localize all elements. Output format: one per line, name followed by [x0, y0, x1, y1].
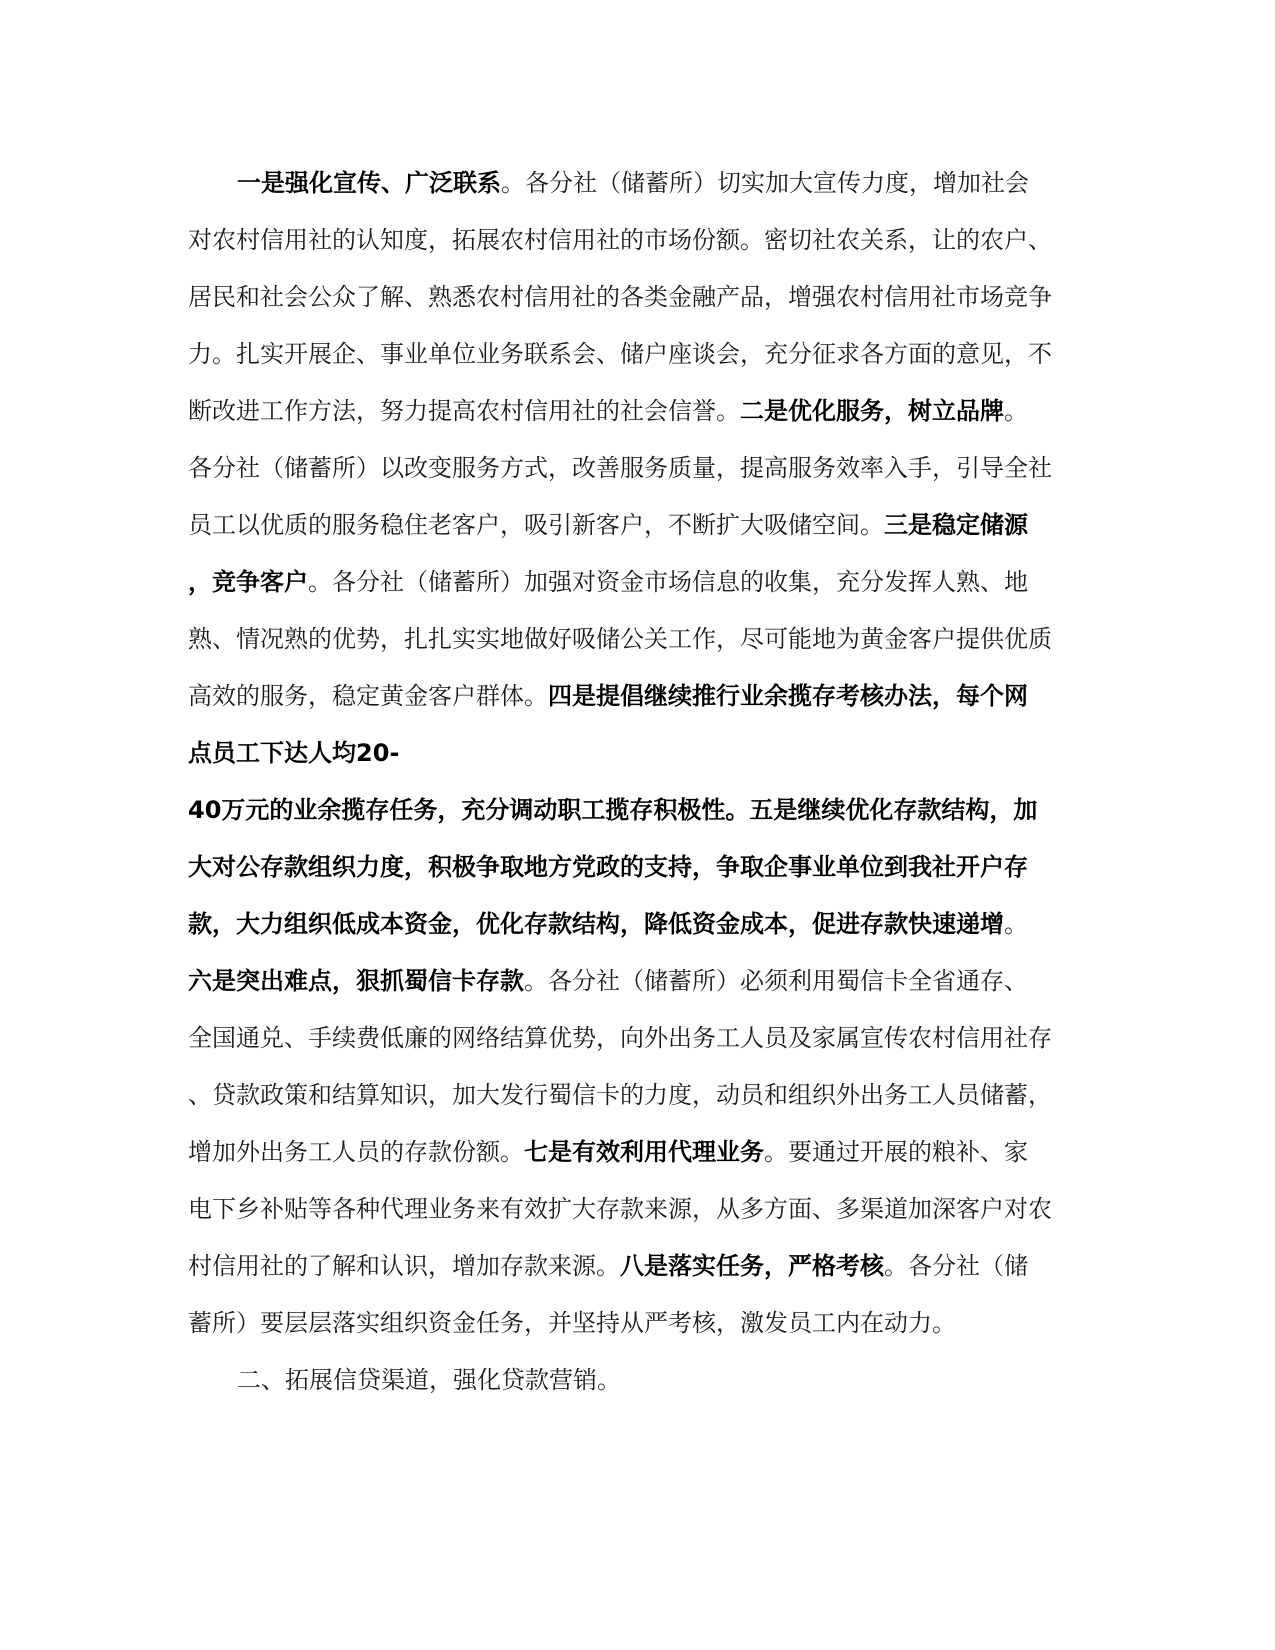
text-run: 蓄所）要层层落实组织资金任务，并坚持从严考核，激发员工内在动力。: [188, 1309, 956, 1337]
text-run: 电下乡补贴等各种代理业务来有效扩大存款来源，从多方面、多渠道加深客户对农: [188, 1195, 1052, 1223]
text-line: [188, 280, 1052, 314]
section-heading: [237, 1363, 621, 1397]
text-run: 。: [1004, 397, 1028, 425]
bold-heading: ，竞争客户: [188, 568, 308, 596]
text-line: [188, 1078, 1052, 1112]
bold-heading: 八是落实任务，严格考核: [620, 1252, 884, 1280]
text-line: [188, 451, 1052, 485]
text-line: [188, 1021, 1052, 1055]
bold-heading: 六是突出难点，狠抓蜀信卡存款: [188, 967, 524, 995]
text-line: [188, 679, 1028, 713]
text-line: [188, 1249, 1028, 1283]
text-line: [188, 1192, 1052, 1226]
bold-heading: 一是强化宣传、广泛联系: [237, 169, 501, 197]
bold-text: 款，大力组织低成本资金，优化存款结构，降低资金成本，促进存款快速递增: [188, 910, 1004, 938]
text-line: [188, 1135, 1028, 1169]
bold-text: 点员工下达人均20-: [188, 739, 400, 767]
text-run: 员工以优质的服务稳住老客户，吸引新客户，不断扩大吸储空间。: [188, 511, 884, 539]
text-line: [188, 793, 1037, 827]
text-line: [188, 964, 1028, 998]
text-run: 熟、情况熟的优势，扎扎实实地做好吸储公关工作，尽可能地为黄金客户提供优质: [188, 625, 1052, 653]
text-run: 各分社（储蓄所）以改变服务方式，改善服务质量，提高服务效率入手，引导全社: [188, 454, 1052, 482]
text-run: 、贷款政策和结算知识，加大发行蜀信卡的力度，动员和组织外出务工人员储蓄，: [188, 1081, 1052, 1109]
text-line: [188, 736, 399, 770]
text-run: 居民和社会公众了解、熟悉农村信用社的各类金融产品，增强农村信用社市场竞争: [188, 283, 1052, 311]
text-line: [188, 223, 1052, 257]
text-line: [188, 1306, 956, 1340]
bold-heading: 三是稳定储源: [884, 511, 1028, 539]
bold-heading: 四是提倡继续推行业余揽存考核办法，每个网: [548, 682, 1028, 710]
text-run: 增加外出务工人员的存款份额。: [188, 1138, 524, 1166]
text-run: 。各分社（储蓄所）必须利用蜀信卡全省通存、: [524, 967, 1028, 995]
text-line: [188, 907, 1028, 941]
bold-heading: 七是有效利用代理业务: [524, 1138, 764, 1166]
text-line: [188, 508, 1028, 542]
text-run: 。各分社（储蓄所）切实加大宣传力度，增加社会: [501, 169, 1029, 197]
text-run: 。各分社（储: [884, 1252, 1028, 1280]
text-run: 断改进工作方法，努力提高农村信用社的社会信誉。: [188, 397, 740, 425]
text-line: [188, 622, 1052, 656]
text-run: 力。扎实开展企、事业单位业务联系会、储户座谈会，充分征求各方面的意见，不: [188, 340, 1052, 368]
bold-heading: 二是优化服务，树立品牌: [740, 397, 1004, 425]
text-line: [237, 166, 1029, 200]
text-run: 二、拓展信贷渠道，强化贷款营销。: [237, 1366, 621, 1394]
text-run: 村信用社的了解和认识，增加存款来源。: [188, 1252, 620, 1280]
text-line: [188, 337, 1052, 371]
text-run: 。: [1004, 910, 1028, 938]
text-run: 对农村信用社的认知度，拓展农村信用社的市场份额。密切社农关系，让的农户、: [188, 226, 1052, 254]
text-run: 。要通过开展的粮补、家: [764, 1138, 1028, 1166]
bold-text: 大对公存款组织力度，积极争取地方党政的支持，争取企事业单位到我社开户存: [188, 853, 1028, 881]
text-run: 高效的服务，稳定黄金客户群体。: [188, 682, 548, 710]
text-line: [188, 850, 1028, 884]
text-line: [188, 565, 1028, 599]
text-line: [188, 394, 1028, 428]
bold-text: 40万元的业余揽存任务，充分调动职工揽存积极性。五是继续优化存款结构，加: [188, 796, 1038, 824]
text-run: 。各分社（储蓄所）加强对资金市场信息的收集，充分发挥人熟、地: [308, 568, 1028, 596]
text-run: 全国通兑、手续费低廉的网络结算优势，向外出务工人员及家属宣传农村信用社存: [188, 1024, 1052, 1052]
